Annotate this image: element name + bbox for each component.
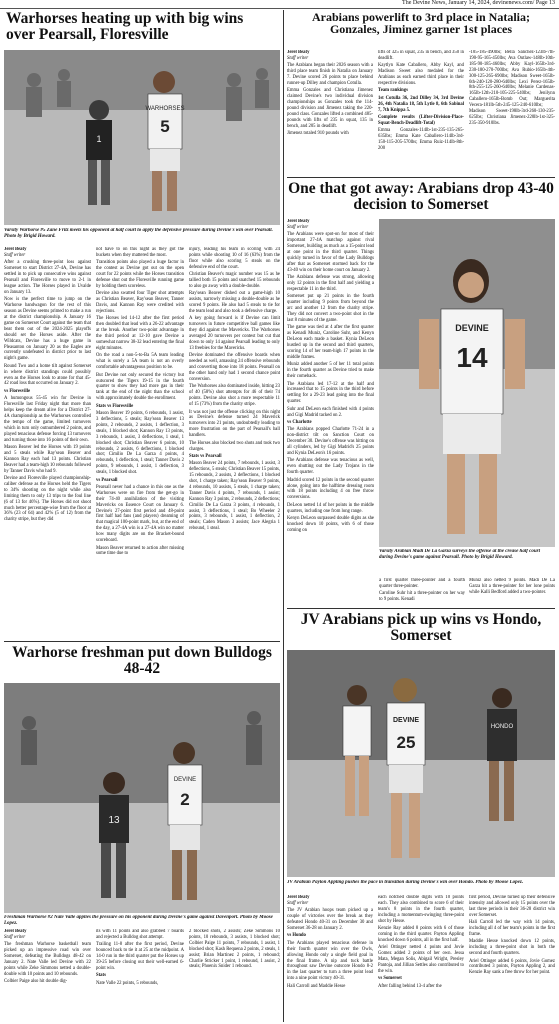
article5-col3 (469, 895, 555, 1022)
subhead: vs Hondo (287, 933, 306, 939)
subhead: vs Floresville (4, 388, 31, 394)
article1-col2 (96, 247, 184, 639)
article4-headline: One that got away: Arabians drop 43-40 decision to Somerset (288, 180, 554, 213)
article5-col1 (287, 895, 373, 1022)
divider (287, 608, 555, 609)
paragraph: injury, leading his team in scoring with 24 points while shooting 10 of 16 (63%) from the floor while also scoring 5 steals on the defensive end of the court. (189, 247, 280, 270)
divider (287, 177, 555, 178)
paragraph: first period, Devine turned up their defensive intensity and allowed only 15 points over the last three periods in their 36-28 district win over Somerset. (469, 895, 555, 918)
paragraph: A key going forward is if Devine can limit turnovers in future competitive ball games like they did against the Mavericks. The Warhorses averaged 20 turnovers per contest but cut that down to only 14 against Pearsall leading to only 13 freebies for the Mavericks. (189, 316, 280, 351)
paragraph: Maddie Hesse knocked down 12 points, including a three-point shot in both the second and fourth quarters. (469, 939, 555, 957)
paragraph: Mason Beaver led the Horses with 19 points and 5 steals while Ray'sean Beaver and Kannon Ray each had 13 points. Christian Beaver had a team-high 10 rebounds followed by Tanner Davis who had 9. (4, 445, 91, 474)
jersey-number: 14 (456, 342, 488, 373)
paragraph: It was not just the offense clicking on this night as Devine's defense turned 24 Maverick turnovers into 21 points, undoubtedly leading to more frustration on the part of Pearsall's ball handlers. (189, 409, 280, 439)
paragraph: Kenyn DeLeon surpassed double digits as she knocked down 10 points, with 6 of those coming on (287, 516, 374, 533)
paragraph: Pearsall never had a chance in this one as the Warhorses were on fire from the get-go in their 74-40 annihilation of the visiting Mavericks on Essence Court on January 6. Devine's 27-point first period and 48-point first half had fans (and players) dreaming of that magical 100-point mark, but, at the end of the day, a 27-4A win is a 27-4A win no matter how many digits are on the Bracket-bound scoreboard. (96, 484, 184, 544)
paragraph: The game was tied at 4 after the first quarter as Kenadi Muniz, Caroline Suhr, and Kenyn DeLeon each made a basket. Kynia DeLeon hustled up in the second and third quarters, scoring 14 of her team-high 17 points in the middle frames. (287, 325, 374, 360)
paragraph: DeLeon netted 14 of her points in the middle quarters, including one from long range. (287, 502, 374, 514)
page-masthead (0, 0, 559, 9)
subhead: vs Somerset (378, 976, 402, 982)
subhead: Stats vs Pearsall (189, 453, 222, 459)
jersey-number: 25 (396, 733, 416, 752)
byline-role: Staff writer (4, 252, 26, 258)
article1-photo (4, 50, 280, 225)
paragraph: Kenzie Ray added 8 points with 6 of those coming in the third quarter. Payton Appling knocked down 6 points, all in the first half. (378, 926, 464, 943)
paragraph: Somerset put up 21 points in the fourth quarter including 9 points from beyond the arc and another 12 from the charity stripe. They did not convert a two-point shot in the last 8 minutes of the game. (287, 294, 374, 323)
article3-col1 (287, 50, 373, 175)
article4-col1 (287, 219, 374, 606)
paragraph: not have to on this night as they got the buckets when they mattered the most. (96, 247, 184, 258)
jersey-name: DEVINE (173, 777, 197, 783)
paragraph: Devine dominated the offensive boards when needed as well, amassing 24 offensive rebounds and converting those into 18 points. Pearsall on the other hand only had 1 second chance point conversion. (189, 353, 280, 383)
paragraph: Suhr and DeLeon each finished with 4 points and Gigi Madrid tacked on 2. (287, 406, 374, 418)
article3-col2 (378, 50, 464, 175)
subhead: vs Pearsall (96, 477, 118, 483)
paragraph: lifts of 325 in squat, 235 in bench, and 350 in deadlift. (378, 50, 464, 61)
paragraph: a first quarter three-pointer and a fourth quarter three-pointer. (379, 578, 465, 589)
paragraph: Christian Beaver's magic number was 15 as he tallied both 15 points and snatched 15 rebounds to also go away with a double-double. (189, 272, 280, 289)
article1-col3 (189, 247, 280, 639)
article1-col1 (4, 247, 91, 639)
paragraph: Mason Beaver 24 points, 7 rebounds, 1 assist, 3 deflections, 5 steals; Christian Beaver 15 points, 15 rebounds, 2 assists, 2 deflections, 1 blocked shot, 1 charge taken; Ray'sean Beaver 9 points, 4 rebounds, 10 assists, 5 steals, 1 charge taken; Tanner Davis 4 points, 7 rebounds, 1 assist; Kannon Ray 3 points, 2 rebounds, 2 deflections; Cimilio De La Garza 3 points, 4 rebounds, 1 assist, 3 deflections, 1 steal; Bo Wheeler 2 points, 3 rebounds, 1 assist, 1 deflection, 2 steals; Caden Mason 3 assists; Jace Alegria 1 rebound, 1 steal. (189, 461, 280, 532)
opp-jersey-number: 1 (96, 134, 102, 144)
jersey-name: DEVINE (455, 323, 489, 333)
article1-headline: Warhorses heating up with big wins over Pearsall, Floresville (6, 10, 244, 43)
paragraph: Trailing 11-8 after the first period, Devine bounced back to tie it at 25 at the midpoint. A 14-0 run in the third quarter put the Horses up 39-25 before closing out their well-earned 6-point win. (96, 942, 184, 971)
article5-photo (287, 650, 555, 877)
paragraph: The freshman Warhorse basketball team picked up an impressive road win over Somerset, defeating the Bulldogs 48-42 on January 2. Nate Valle led Devine with 22 points while Zeke Simmons netted a double-double with 10 points and 10 rebounds. (4, 942, 91, 977)
paragraph: The Horses also blocked two shots and took two charges. (189, 440, 280, 452)
paragraph: 1st Cotulla 36, 2nd Dilley 34, 3rd Devine 26, 4th Natalia 18, 5th Lytle 8, 6th Sabinal 7, 7th Knippa 5. (378, 95, 464, 113)
paragraph: its with 11 points and also grabbed 7 boards and rejected a Bulldog shot attempt. (96, 929, 184, 940)
paragraph: Devine also swatted four Tiger shot attempts as Christian Beaver, Ray'sean Beaver, Tanner Davis, and Kannon Ray were credited with rejections. (96, 291, 184, 315)
paragraph: The Arabians popped Charlotte 71-24 in a non-district tilt on Sanction Court on December 30. Devine's offense was hitting on all cylinders, led by Gigi Madrid's 25 points and Kynia DeLeon's 16 points. (287, 427, 374, 457)
article5-col2 (378, 895, 464, 1022)
paragraph: Colbier Paige also hit double dig- (4, 979, 68, 985)
paragraph: Round Two and a home tilt against Somerset in where district standings could possibly even as the Horses look to atone for that 45-42 road loss that occurred on January 2. (4, 363, 91, 387)
paragraph: The Horses led 14-12 after the first period then doubled that lead with a 26-22 advantage at the break. Another two-point advantage in the third period at 12-10 gave Devine a somewhat narrow 38-32 lead entering the final eight minutes. (96, 316, 184, 351)
paragraph: The Arabians began their 2026 season with a third place team finish in Natalia on January 7. Devine scored 26 points to place behind runner-up Dilley and champion Cotulla. (287, 63, 373, 87)
jersey-name: WARHORSES (145, 106, 185, 112)
subhead: Complete results (Lifter-Division-Place-Squat-Bench-Deadlift-Total) (378, 115, 464, 126)
paragraph: Ariel Ottinger added 6 points, Jovie Gomez contributed 3 points, Payton Appling 2, and Kenzie Ray sank a free throw for her point. (469, 958, 555, 976)
paragraph: -105-185-490lbs; Bella Sanchez-123lb-7th-190-95-165-450lbs; Ava Outlaw-148lb-10th-185-90-185-460lbs; Abby Kayl-165lb-3rd-230-180-270-700lbs; Ava Rubio-165lb-4th-300-125-265-690lbs; Madison Sweet-165lb-6th-240-120-280-640lbs; Lexi Perez-165lb-8th-255-125-260-640lbs; Melanie Cardenas-165lb-12th-210-105-225-540lbs; Jenilynn Caballero-165lb-Bomb Out; Marguerita Vecera-181lb-5th-245-125-240-610lbs; Madison Sweet-198lb-3rd-260-130-235-625lbs; Christiana Jimenez-220lb-1st-325-235-350-910lbs. (469, 50, 555, 126)
article4-photo (379, 219, 555, 547)
paragraph: Hali Carroll and Maddie Hesse (287, 983, 346, 989)
byline: Jerel Beaty (287, 895, 310, 900)
paragraph: Muniz also netted 9 points. Madi De La Garza hit a three-pointer for her lone points while Kalli Bedford added a two-pointer. (469, 578, 555, 595)
paragraph: Madrid scored 12 points in the second quarter alone, going into the halftime dressing room with 18 points including 4 on free throw conversions. (287, 477, 374, 501)
subhead: vs Charlotte (287, 420, 312, 425)
paragraph: Mason Beaver 19 points, 6 rebounds, 1 assist, 3 deflections, 5 steals; Ray'sean Beaver 13 points, 2 rebounds, 2 assists, 1 deflection, 3 steals, 1 blocked shot; Kannon Ray 13 points, 3 rebounds, 1 assist, 3 deflections, 1 steal, 1 blocked shot; Christian Beaver 6 points, 10 rebounds, 2 assists, 6 deflections, 1 blocked shot; Cimilio De La Garza 4 points, 4 rebounds, 1 deflection, 1 steal; Tanner Davis 2 points, 9 rebounds, 1 assist, 1 deflection, 3 steals, 1 blocked shot. (96, 411, 184, 476)
paragraph: Ray'sean Beaver dished out a game-high 10 assists, narrowly missing a double-double as he scored 9 points. He also had 5 steals to tie for the team lead and also took a defensive charge. (189, 291, 280, 315)
paragraph: Nate Valle 22 points, 5 rebounds, (96, 980, 159, 986)
paragraph: Mason Beaver returned to action after missing some time due to (96, 545, 184, 557)
paragraph: Ariel Ottinger netted 4 points and Jovie Gomez added 2 points of her own. Jessa Mata, Megan Solis, Abigail Wright, Presley Pantoja, and Jillian Settles also contributed to the win. (378, 945, 464, 974)
paragraph: 2 blocked shots, 2 assists; Zeke Simmons 10 points, 10 rebounds, 3 assists, 1 blocked shot; Colbier Paige 11 points, 7 rebounds, 1 assist, 1 blocked shot; Kash Requena 2 points, 2 steals, 1 assist; Brian Martinez 2 points, 1 rebound; Charlie Stricker 1 point, 1 rebound, 1 assist, 2 steals; Phoenix Snider 1 rebound. (189, 929, 280, 970)
article3-col3 (469, 50, 555, 175)
paragraph: Muniz added another 5 of her 11 total points in the fourth quarter as Devine tried to make their comeback. (287, 362, 374, 380)
article2-col3 (189, 929, 280, 1022)
byline: Jerel Beaty (4, 247, 27, 252)
jersey-number: 5 (160, 117, 170, 136)
article2-col2 (96, 929, 184, 1022)
opp-jersey-name: HONDO (490, 724, 514, 730)
article2-headline: Warhorse freshman put down Bulldogs 48-42 (12, 644, 272, 677)
article1-caption: Varsity Warhorse #5 Zane Fritz meets his opponent at half court to apply the defensive pressure during Devine's win over Pearsall. Photo by Brigid Howard. (4, 228, 273, 239)
byline: Jerel Beaty (4, 929, 27, 934)
paragraph: After falling behind 13-4 after the (378, 983, 442, 989)
opp-jersey-number: 13 (108, 815, 120, 826)
paragraph: But Devine not only secured the victory but outscored the Tigers 19-15 in the fourth quarter to show they had more gas in their tank at the end of the night than the school with approximately double the enrollment. (96, 372, 184, 402)
article4-col2 (379, 578, 465, 606)
masthead-text: The Devine News, January 14, 2024, devinenews.com/ Page 13 (402, 0, 555, 6)
paragraph: Devine and Floresville played championship-caliber defense as the Horses held the Tigers to 34% shooting on the night while also limiting them to only 13 trips to the foul line (6 of 13 for 46%). The Horses did not shoot much better percentage-wise from the floor at 36% (23 of 64) and 42% (5 of 12) from the charity stripe, but they did (4, 476, 91, 523)
paragraph: The Arabians defense was tenacious as well, even shutting out the Lady Trojans in the fourth quarter. (287, 458, 374, 476)
article4-col3 (469, 578, 555, 606)
paragraph: The Arabians led 17-12 at the half and increased that to 15 points in the third before settling for a 29-23 lead going into the final quarter. (287, 381, 374, 405)
paragraph: each notched double digits with 10 points each. They also combined to score 6 of their team's 8 points in the fourth quarter, including a momentum-swinging three-point shot by Hesse. (378, 895, 464, 924)
article2-col1 (4, 929, 91, 1022)
jersey-number: 2 (180, 790, 190, 809)
jersey-name: DEVINE (392, 717, 420, 724)
byline: Jerel Beaty (287, 219, 310, 224)
paragraph: The JV Arabian hoops team picked up a couple of victories over the break as they defeated Hondo 40-31 on December 30 and Somerset 36-28 on January 2. (287, 908, 373, 932)
paragraph: Kaytlyn Kate Caballero, Abby Kayl, and Madison Sweet also medaled for the Arabians as each earned third place in their respective divisions. (378, 63, 464, 87)
subhead: Stats vs Floresville (96, 403, 134, 409)
paragraph: The Arabians defense was strong, allowing only 12 points in the first half and yielding a respectable 11 in the third. (287, 275, 374, 292)
byline: Jerel Beaty (287, 50, 310, 55)
paragraph: The Arabians were spot-on for most of their important 27-4A matchup against rival Somerset, building as much as a 15-point lead at one point in the third quarter. Things quickly turned in favor of the Lady Bulldogs after that as Somerset stormed back for the 43-40 win on their home court on January 2. (287, 232, 374, 273)
article5-caption: JV Arabian Payton Appling pushes the pace in transition during Devine's win over Hondo. Photo by Moose Lopez. (287, 880, 524, 885)
subhead: Team rankings (378, 88, 408, 94)
paragraph: The Warhorses also dominated inside, hitting 23 of 40 (58%) shot attempts for 46 of their 74 points. Devine also shot a more respectable 11 of 15 (73%) from the charity stripe. (189, 384, 280, 408)
paragraph: A humongous 55-45 win for Devine in Floresville last Friday night that more than helps keep the dream alive for a District 27-4A championship as the Warhorses controlled the tempo of the game, limited turnovers which in turn only outnumbered 2 points, and played tenacious defense forcing 13 turnovers and turning those into 16 points of their own. (4, 396, 91, 443)
article3-headline: Arabians powerlift to 3rd place in Natalia; Gonzales, Jiminez garner 1st places (312, 10, 530, 37)
paragraph: The Arabians played tenacious defense in their fourth quarter win over the Owls, allowing Hondo only a single field goal in the final frame. A nip and tuck battle throughout saw Devine outscore Hondo 8-2 in the last quarter to turn a three point lead into a nine point victory 40-31. (287, 940, 373, 982)
byline-role: Staff writer (287, 224, 309, 230)
divider (4, 641, 280, 642)
paragraph: Emma Gonzales and Christiana Jimenez claimed Devine's two individual division championships as Gonzales took the 114-pound division and Jimenez taking the 220-pound class. Gonzales lifted a combined 485-pounds with lifts of 235 in squat, 135 in bench, and 205 in deadlift. (287, 88, 373, 129)
paragraph: Hali Carroll led the way with 14 points, including all 4 of her team's points in the first frame. (469, 920, 555, 937)
byline-role: Staff writer (4, 934, 26, 940)
byline-role: Staff writer (287, 900, 309, 906)
column-divider (283, 10, 284, 1022)
paragraph: Jimenez totaled 910 pounds with (287, 131, 349, 137)
paragraph: Now is the perfect time to jump on the Warhorse bandwagon for the rest of this season as Devine seems primed to make a run at the district championship. A January 16 game on Somerset Court against the team that beat them out of the 2024-2025 playoffs should set the Horses aside. After the Wildcats, Devine has a huge game in Pleasanton on January 20 as the Eagles are currently undefeated in district prior to last night's game. (4, 297, 91, 362)
article5-headline: JV Arabians pick up wins vs Hondo, Somerset (300, 611, 542, 644)
paragraph: Emma Gonzales-114lb-1st-235-135-265-635lbs; Emma Kate Caballero-114lb-3rd-150-115-205-570lbs; Emma Ruiz-114lb-8th-200 (378, 128, 464, 152)
paragraph: Transition points also played a huge factor in the contest as Devine got out on the open court for 22 points while the Horses transition defense shut out the Floresville running game by holding them scoreless. (96, 260, 184, 289)
paragraph: After a crushing three-point loss against Somerset to start District 27-4A, Devine has settled in to pick up consecutive wins against Pearsall and Floresville to move to 2-1 in league action. The Horses played in Uvalde on January 13. (4, 260, 91, 295)
article2-caption: Freshman Warhorse #2 Nate Valle applies the pressure on his opponent during Devine's game against Davenport. Photo by Moose Lopez. (4, 915, 273, 926)
subhead: Stats (96, 973, 106, 979)
article4-caption: Varsity Arabian Madi De La Garza surveys the offense at the crease half court during Devine's game against Pearsall. Photo by Brigid Howard. (379, 549, 540, 560)
byline-role: Staff writer (287, 55, 309, 61)
paragraph: Caroline Suhr hit a three-pointer on her way to 9 points. Kenadi (379, 591, 465, 603)
article2-photo (4, 683, 280, 913)
paragraph: On the road a non-5-to-Ba 5A team leading what is surely a 5A team is not an overly comfortable advantageous position to be. (96, 353, 184, 371)
